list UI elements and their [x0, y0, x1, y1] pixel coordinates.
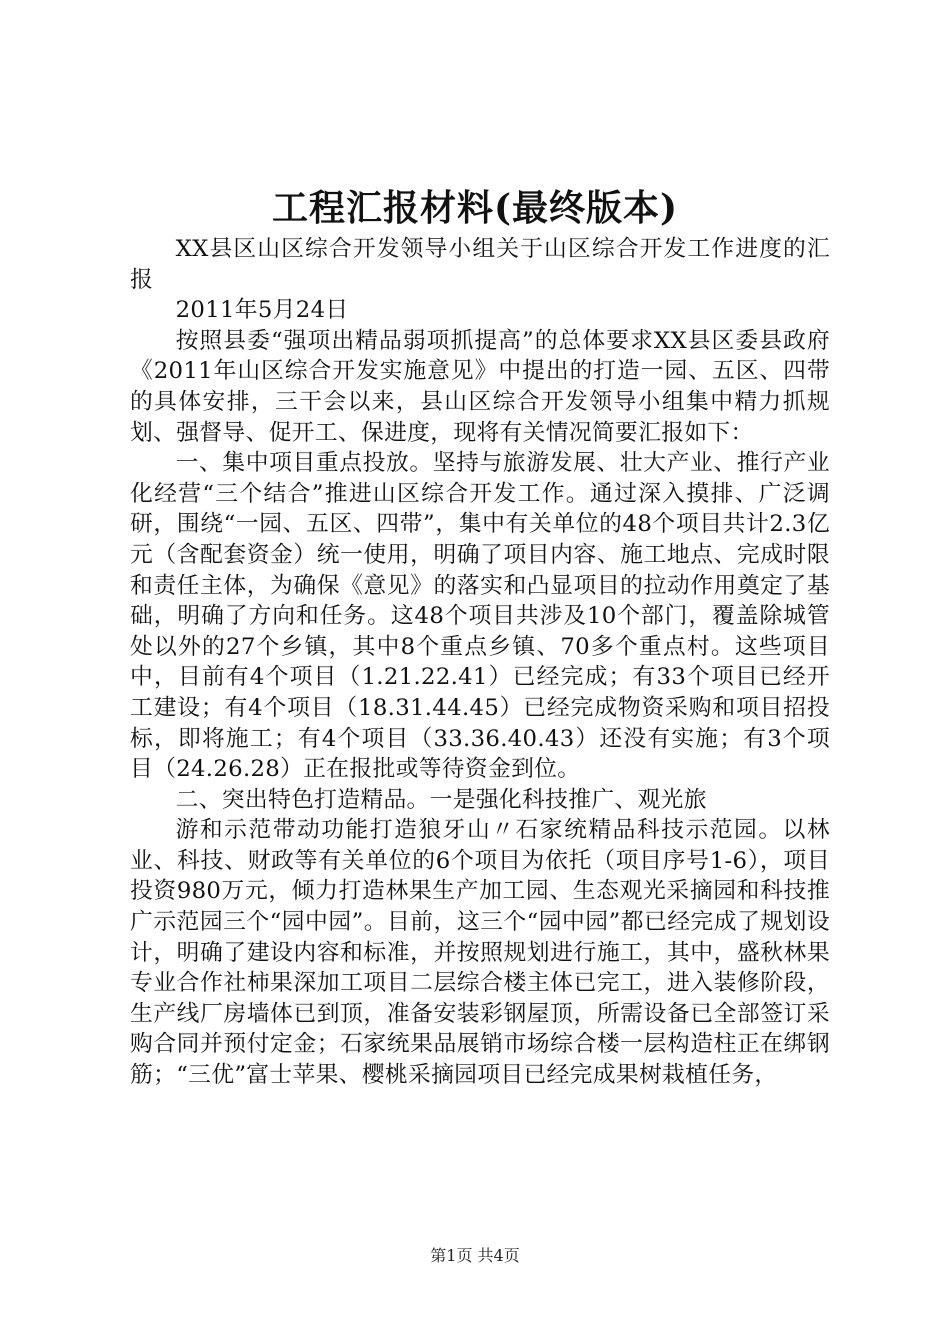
report-heading-paragraph: XX县区山区综合开发领导小组关于山区综合开发工作进度的汇报 [130, 236, 830, 293]
intro-paragraph: 按照县委“强项出精品弱项抓提高”的总体要求XX县区委县政府《2011年山区综合开发实施意见》中提出的打造一园、五区、四带的具体安排，三干会以来，县山区综合开发领导小组集中精力抓规划、强督导、促开工、保进度，现将有关情况简要汇报如下： [130, 327, 830, 446]
section-one-paragraph: 一、集中项目重点投放。坚持与旅游发展、壮大产业、推行产业化经营“三个结合”推进山区综合开发工作。通过深入摸排、广泛调研，围绕“一园、五区、四带”，集中有关单位的48个项目共计2.3亿元（含配套资金）统一使用，明确了项目内容、施工地点、完成时限和责任主体，为确保《意见》的落实和凸显项目的拉动作用奠定了基础，明确了方向和任务。这48个项目共涉及10个部门，覆盖除城管处以外的27个乡镇，其中8个重点乡镇、70多个重点村。这些项目中，目前有4个项目（1.21.22.41）已经完成；有33个项目已经开工建设；有4个项目（18.31.44.45）已经完成物资采购和项目招投标，即将施工；有4个项目（33.36.40.43）还没有实施；有3个项目（24.26.28）正在报批或等待资金到位。 [130, 450, 830, 783]
document-title: 工程汇报材料(最终版本) [271, 187, 679, 229]
section-two-body-paragraph: 游和示范带动功能打造狼牙山〃石家统精品科技示范园。以林业、科技、财政等有关单位的6个项目为依托（项目序号1-6），项目投资980万元，倾力打造林果生产加工园、生态观光采摘园和科技推广示范园三个“园中园”。目前，这三个“园中园”都已经完成了规划设计，明确了建设内容和标准，并按照规划进行施工，其中，盛秋林果专业合作社柿果深加工项目二层综合楼主体已完工，进入装修阶段，生产线厂房墙体已到顶，准备安装彩钢屋顶，所需设备已全部签订采购合同并预付定金；石家统果品展销市场综合楼一层构造柱正在绑钢筋；“三优”富士苹果、樱桃采摘园项目已经完成果树栽植任务， [130, 817, 830, 1089]
section-two-heading-paragraph: 二、突出特色打造精品。一是强化科技推广、观光旅 [175, 786, 707, 813]
document-body [130, 234, 830, 1091]
report-date-paragraph: 2011年5月24日 [175, 297, 349, 324]
page-number-footer: 第1页 共4页 [430, 1246, 520, 1265]
